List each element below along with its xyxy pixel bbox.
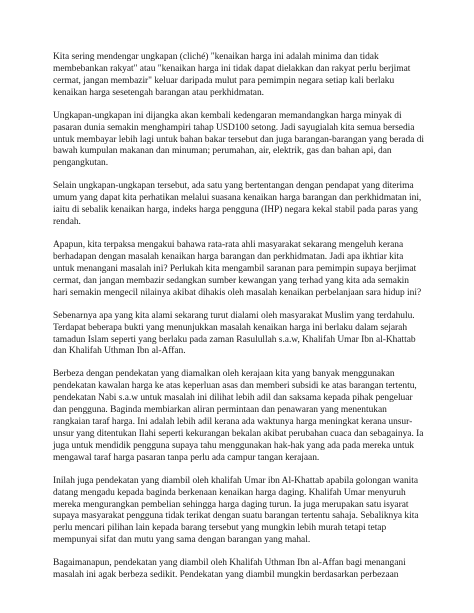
paragraph-prophet-approach: Berbeza dengan pendekatan yang diamalkan oleh kerajaan kita yang banyak menggunakan pendekatan kawalan harga ke atas keperluan asas dan memberi subsidi ke atas barangan tertentu, pendekatan Nabi s.a.w untuk masalah ini dilihat lebih adil dan saksama kepada pihak pengeluar dan pengguna. Baginda membiarkan aliran permintaan dan penawaran yang menentukan rangkaian taraf harga. Ini adalah lebih adil kerana ada waktunya harga meningkat kerana unsur-unsur yang ditentukan Ilahi seperti kekurangan bekalan akibat perubahan cuaca dan sebagainya. Ia juga untuk mendidik pengguna supaya tahu menggunakan hak-hak yang ada pada mereka untuk mengawal taraf harga pasaran tanpa perlu ada campur tangan kerajaan. xyxy=(53,369,424,463)
paragraph-umar-approach: Inilah juga pendekatan yang diambil oleh khalifah Umar ibn Al-Khattab apabila golongan wanita datang mengadu kepada baginda berkenaan kenaikan harga daging. Khalifah Umar menyuruh mereka mengurangkan pembelian sehingga harga daging turun. Ia juga merupakan satu isyarat supaya masyarakat pengguna tidak terikat dengan suatu barangan tertentu sahaja. Sebaliknya kita perlu mencari pilihan lain kepada barang tersebut yang mungkin lebih murah tetapi tetap mempunyai sifat dan mutu yang sama dengan barangan yang mahal. xyxy=(53,475,419,546)
paragraph-uthman-approach: Bagaimanapun, pendekatan yang diambil oleh Khalifah Uthman Ibn al-Affan bagi menangani masalah ini agak berbeza sedikit. Pendekatan yang diambil mungkin berdasarkan perbezaan xyxy=(53,558,406,581)
paragraph-islamic-history: Sebenarnya apa yang kita alami sekarang turut dialami oleh masyarakat Muslim yang terdahulu. Terdapat beberapa bukti yang menunjukkan masalah kenaikan harga ini berlaku dalam sejarah tamadun Islam seperti yang berlaku pada zaman Rasulullah s.a.w, Khalifah Umar Ibn al-Khattab dan Khalifah Uthman Ibn al-Affan. xyxy=(53,310,416,357)
paragraph-public-complaint: Apapun, kita terpaksa mengakui bahawa rata-rata ahli masyarakat sekarang mengeluh kerana berhadapan dengan masalah kenaikan harga barangan dan perkhidmatan. Jadi apa ikhtiar kita untuk menangani masalah ini? Perlukah kita mengambil saranan para pemimpin supaya berjimat cermat, dan jangan membazir sedangkan sumber kewangan yang terhad yang kita ada semakin hari semakin mengecil nilainya akibat dihakis oleh masalah kenaikan perbelanjaan sara hidup ini? xyxy=(53,240,422,298)
paragraph-intro-cliche: Kita sering mendengar ungkapan (cliché) "kenaikan harga ini adalah minima dan tidak membebankan rakyat" atau "kenaikan harga ini tidak dapat dielakkan dan rakyat perlu berjimat cermat, jangan membazir" keluar daripada mulut para pemimpin negara setiap kali berlaku kenaikan harga sesetengah barangan atau perkhidmatan. xyxy=(53,52,411,98)
paragraph-cpi-stable: Selain ungkapan-ungkapan tersebut, ada satu yang bertentangan dengan pendapat yang diterima umum yang dapat kita perhatikan melalui suasana kenaikan harga barangan dan perkhidmatan ini, iaitu di sebalik kenaikan harga, indeks harga pengguna (IHP) negara kekal stabil pada paras yang rendah. xyxy=(53,181,422,228)
paragraph-oil-price: Ungkapan-ungkapan ini dijangka akan kembali kedengaran memandangkan harga minyak di pasaran dunia semakin menghampiri tahap USD100 setong. Jadi sayugialah kita semua bersedia untuk membayar lebih lagi untuk bahan bakar tersebut dan juga barangan-barangan yang berada di bawah kumpulan makanan dan minuman; perumahan, air, elektrik, gas dan bahan api, dan pengangkutan. xyxy=(53,110,425,169)
document-page xyxy=(53,52,425,593)
